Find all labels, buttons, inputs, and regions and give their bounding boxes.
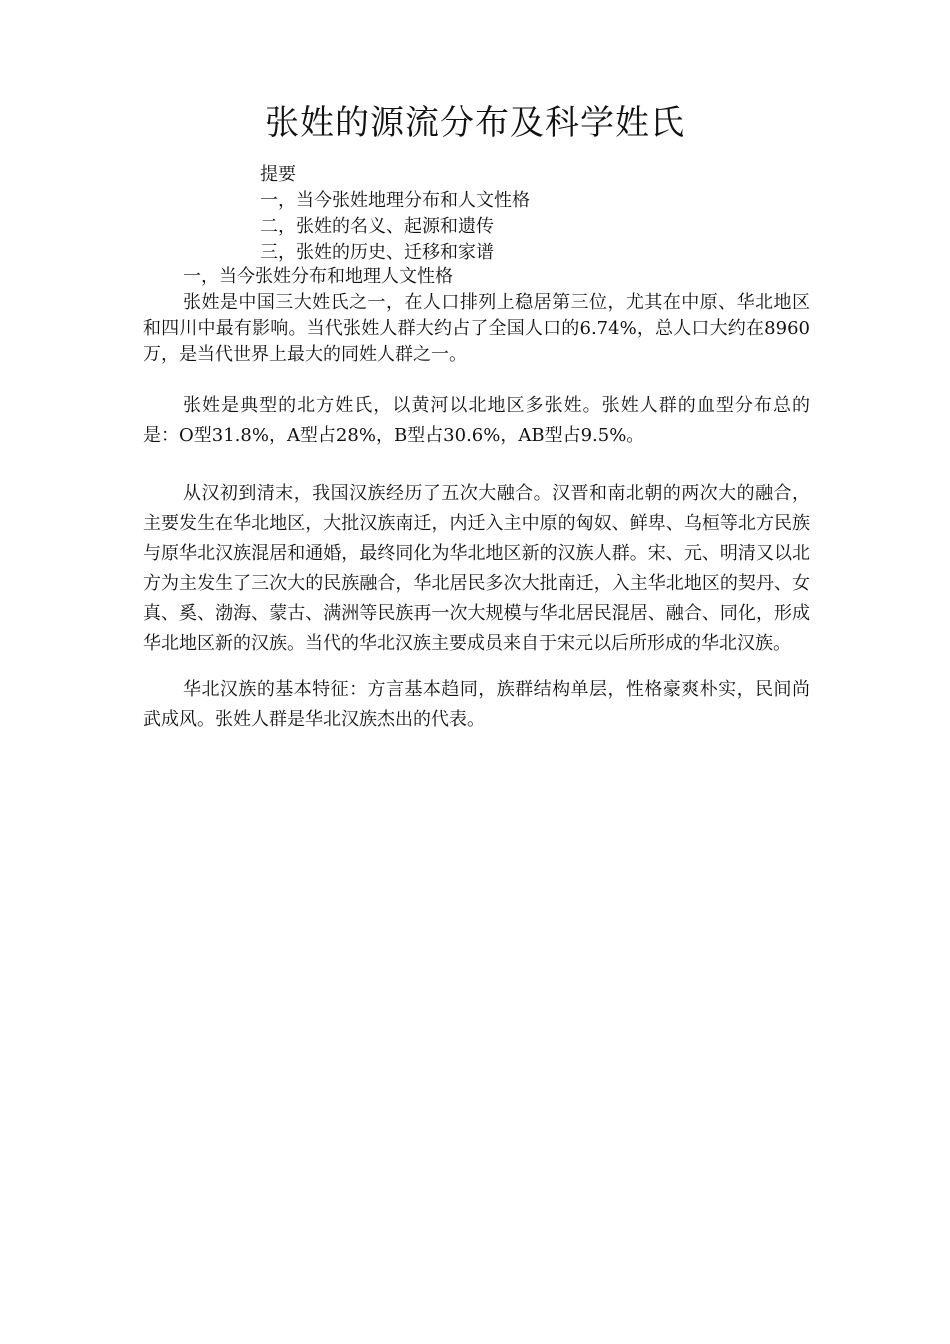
document-title: 张姓的源流分布及科学姓氏 <box>265 103 685 143</box>
toc-item-3: 三，张姓的历史、迁移和家谱 <box>260 242 494 263</box>
abstract-label: 提要 <box>260 164 296 185</box>
paragraph-4: 华北汉族的基本特征：方言基本趋同，族群结构单层，性格豪爽朴实，民间尚武成风。张姓人群是华北汉族杰出的代表。 <box>143 679 810 730</box>
section-heading: 一，当今张姓分布和地理人文性格 <box>183 266 453 287</box>
toc-item-1: 一，当今张姓地理分布和人文性格 <box>260 190 530 211</box>
paragraph-1: 张姓是中国三大姓氏之一，在人口排列上稳居第三位，尤其在中原、华北地区和四川中最有影响。当代张姓人群大约占了全国人口的6.74%，总人口大约在8960万，是当代世界上最大的同姓人群之一。 <box>143 292 810 365</box>
toc-item-2: 二，张姓的名义、起源和遗传 <box>260 216 494 237</box>
abstract-toc <box>260 162 820 266</box>
paragraph-2: 张姓是典型的北方姓氏，以黄河以北地区多张姓。张姓人群的血型分布总的是：O型31.8%，A型占28%，B型占30.6%，AB型占9.5%。 <box>143 395 810 446</box>
paragraph-3: 从汉初到清末，我国汉族经历了五次大融合。汉晋和南北朝的两次大的融合，主要发生在华北地区，大批汉族南迁，内迁入主中原的匈奴、鲜卑、乌桓等北方民族与原华北汉族混居和通婚，最终同化为华北地区新的汉族人群。宋、元、明清又以北方为主发生了三次大的民族融合，华北居民多次大批南迁，入主华北地区的契丹、女真、奚、渤海、蒙古、满洲等民族再一次大规模与华北居民混居、融合、同化，形成华北地区新的汉族。当代的华北汉族主要成员来自于宋元以后所形成的华北汉族。 <box>143 483 810 654</box>
